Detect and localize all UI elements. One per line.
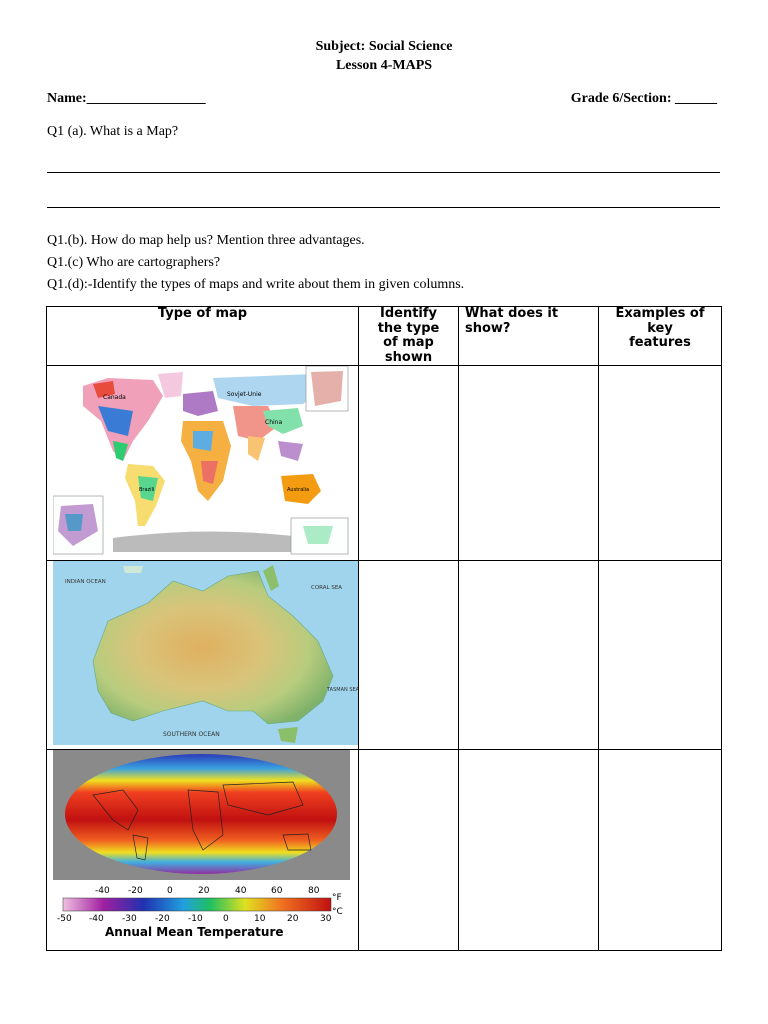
f-tick-0: -40	[95, 886, 110, 896]
answer-cell-3-identify[interactable]	[359, 750, 459, 951]
answer-cell-2-features[interactable]	[599, 561, 722, 750]
label-southern-ocean: SOUTHERN OCEAN	[163, 731, 220, 738]
c-tick-3: -20	[155, 914, 170, 924]
map-cell-thematic	[47, 750, 359, 951]
map-types-table	[46, 306, 722, 951]
c-tick-6: 10	[254, 914, 266, 924]
label-brasil: Brazili	[139, 487, 155, 493]
answer-cell-3-features[interactable]	[599, 750, 722, 951]
c-tick-2: -30	[122, 914, 137, 924]
answer-line-1[interactable]	[47, 172, 720, 173]
question-1a: Q1 (a). What is a Map?	[47, 124, 179, 139]
answer-cell-1-shows[interactable]	[459, 366, 599, 561]
f-tick-2: 0	[167, 886, 173, 896]
c-tick-4: -10	[188, 914, 203, 924]
header-type-of-map: Type of map	[47, 307, 359, 366]
question-1c: Q1.(c) Who are cartographers?	[47, 255, 221, 270]
answer-line-2[interactable]	[47, 207, 720, 208]
name-grade-row	[47, 91, 717, 107]
question-1d: Q1.(d):-Identify the types of maps and write about them in given columns.	[47, 277, 465, 292]
c-tick-0: -50	[57, 914, 72, 924]
c-unit: °C	[332, 907, 343, 917]
answer-cell-2-shows[interactable]	[459, 561, 599, 750]
f-tick-1: -20	[128, 886, 143, 896]
subject-title: Subject: Social Science	[315, 39, 453, 54]
label-tasman-sea: TASMAN SEA	[327, 687, 358, 693]
c-tick-7: 20	[287, 914, 299, 924]
f-tick-5: 60	[271, 886, 283, 896]
label-australia: Australia	[287, 487, 310, 493]
answer-cell-1-identify[interactable]	[359, 366, 459, 561]
political-world-map	[53, 366, 358, 556]
header-key-features: Examples of key features	[599, 307, 722, 366]
c-tick-8: 30	[320, 914, 332, 924]
lesson-title: Lesson 4-MAPS	[335, 58, 433, 73]
document-header	[0, 37, 768, 75]
label-sovjet: Sovjet-Unie	[227, 391, 262, 398]
f-unit: °F	[332, 893, 342, 903]
answer-cell-2-identify[interactable]	[359, 561, 459, 750]
f-tick-6: 80	[308, 886, 320, 896]
grade-section-field[interactable]: Grade 6/Section: ______	[570, 91, 717, 106]
legend-title: Annual Mean Temperature	[105, 925, 284, 939]
c-tick-1: -40	[89, 914, 104, 924]
name-field[interactable]: Name:_________________	[47, 91, 206, 106]
c-tick-5: 0	[223, 914, 229, 924]
f-tick-4: 40	[235, 886, 247, 896]
temperature-thematic-map	[53, 750, 358, 946]
question-1b: Q1.(b). How do map help us? Mention three advantages.	[47, 233, 365, 248]
header-what-it-shows: What does it show?	[459, 307, 599, 366]
label-canada: Canada	[103, 394, 126, 401]
physical-australia-map	[53, 561, 358, 745]
header-identify-type: Identify the type of map shown	[359, 307, 459, 366]
answer-cell-1-features[interactable]	[599, 366, 722, 561]
f-tick-3: 20	[198, 886, 210, 896]
label-indian-ocean: INDIAN OCEAN	[65, 579, 106, 585]
label-china: China	[265, 419, 283, 426]
map-cell-physical	[47, 561, 359, 750]
label-coral-sea: CORAL SEA	[311, 585, 343, 591]
map-cell-political	[47, 366, 359, 561]
answer-cell-3-shows[interactable]	[459, 750, 599, 951]
